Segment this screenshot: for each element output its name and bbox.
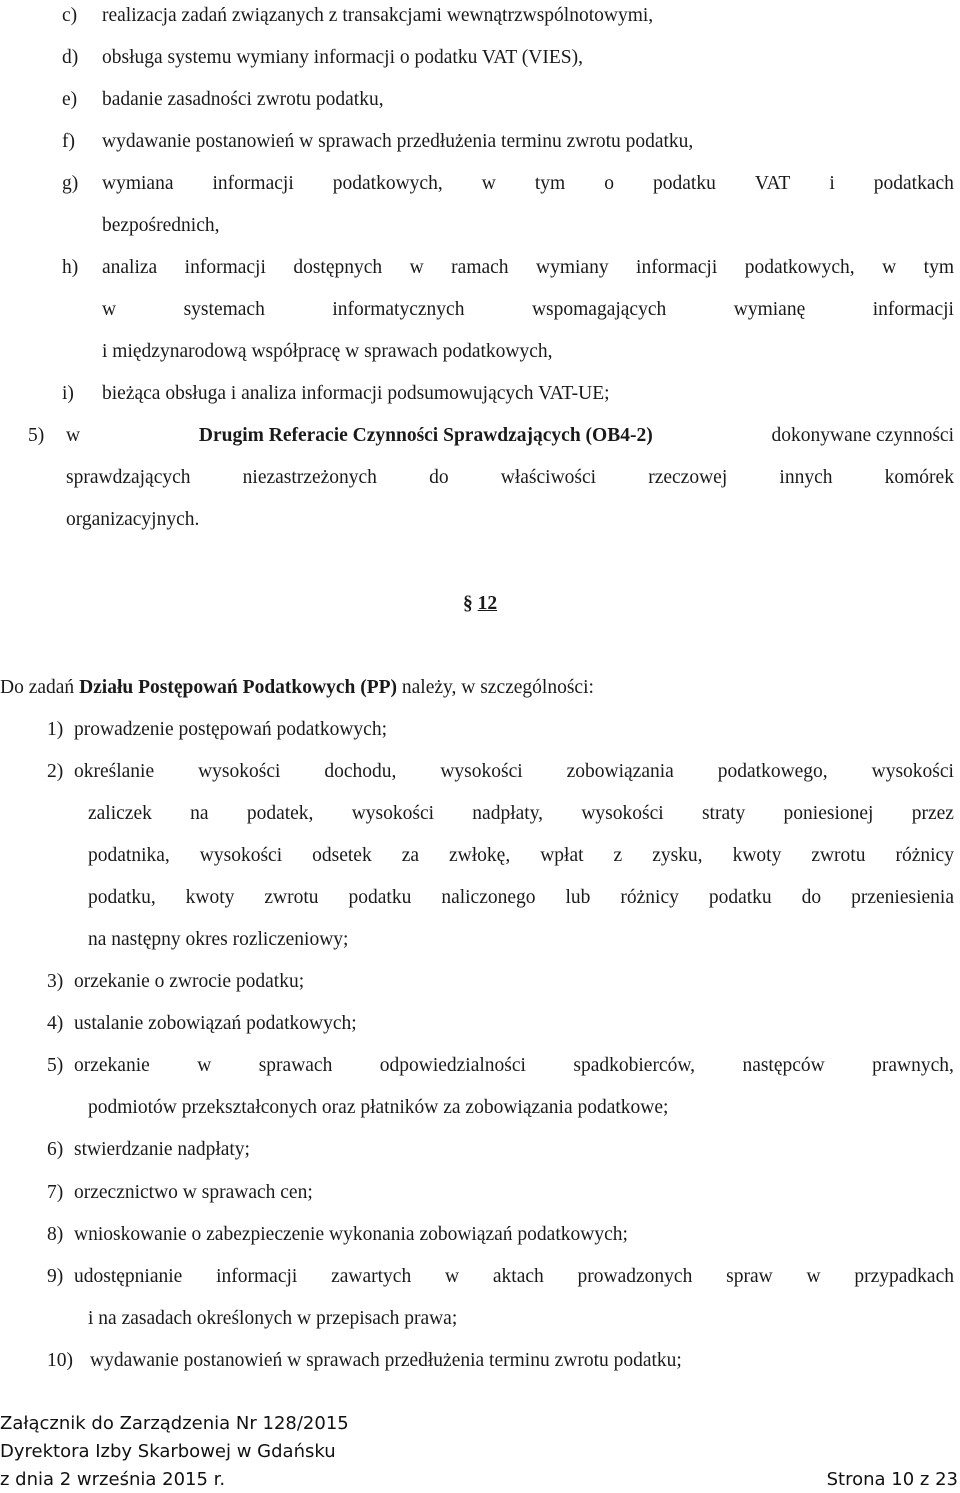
- footer-director: Dyrektora Izby Skarbowej w Gdańsku: [0, 1441, 336, 1462]
- word: i: [829, 173, 835, 194]
- word: informacji: [636, 257, 718, 278]
- word: w: [409, 257, 424, 278]
- word: rzeczowej: [648, 467, 728, 488]
- word: właściwości: [500, 467, 597, 488]
- word: udostępnianie: [74, 1266, 183, 1287]
- task-justified-line: [88, 844, 954, 868]
- word: informacji: [216, 1266, 298, 1287]
- word: podatku: [708, 887, 772, 908]
- word: ramach: [451, 257, 509, 278]
- section-intro: [0, 676, 594, 700]
- word: podatku: [653, 173, 716, 194]
- word: zwłokę,: [449, 845, 511, 866]
- word: do: [801, 887, 822, 908]
- word: przeniesienia: [851, 887, 954, 908]
- word: tym: [923, 257, 954, 278]
- word: zobowiązania: [566, 761, 674, 782]
- page-number: Strona 10 z 23: [826, 1469, 958, 1490]
- word: podatnika,: [88, 845, 170, 866]
- list-item: realizacja zadań związanych z transakcjami wewnątrzwspólnotowymi,: [102, 5, 654, 26]
- word: przypadkach: [854, 1266, 954, 1287]
- list-item-label: g): [62, 173, 79, 194]
- word: zawartych: [331, 1266, 412, 1287]
- item-5-unit-name: Drugim Referacie Czynności Sprawdzających (OB4-2): [198, 425, 653, 446]
- task-label: 8): [47, 1224, 64, 1245]
- task-label: 1): [47, 719, 64, 740]
- item-5-line-1: [66, 424, 954, 448]
- task-label: 7): [47, 1182, 64, 1203]
- word: w: [806, 1266, 821, 1287]
- word: podatkowego,: [717, 761, 828, 782]
- word: dochodu,: [324, 761, 397, 782]
- item-5-line-2: [66, 466, 954, 490]
- task-item: wnioskowanie o zabezpieczenie wykonania zobowiązań podatkowych;: [74, 1224, 628, 1245]
- word: podatku: [348, 887, 412, 908]
- task-justified-line: [74, 1265, 954, 1289]
- task-continuation: podmiotów przekształconych oraz płatników za zobowiązania podatkowe;: [88, 1097, 669, 1118]
- task-label: 5): [47, 1055, 64, 1076]
- word: przez: [911, 803, 954, 824]
- task-item: wydawanie postanowień w sprawach przedłużenia terminu zwrotu podatku;: [90, 1350, 682, 1371]
- item-5-label: 5): [28, 425, 45, 446]
- word: wysokości: [440, 761, 523, 782]
- word: prawnych,: [872, 1055, 954, 1076]
- word: informacji: [872, 299, 954, 320]
- item-5-rest: dokonywane czynności: [771, 425, 954, 446]
- word: podatku,: [88, 887, 156, 908]
- word: w: [102, 299, 117, 320]
- list-item: wydawanie postanowień w sprawach przedłużenia terminu zwrotu podatku,: [102, 131, 694, 152]
- word: dostępnych: [293, 257, 383, 278]
- word: informacji: [212, 173, 294, 194]
- word: wymiana: [102, 173, 174, 194]
- item-5-line-3: organizacyjnych.: [66, 509, 200, 530]
- task-label: 3): [47, 971, 64, 992]
- task-justified-line: [88, 802, 954, 826]
- word: zwrotu: [811, 845, 866, 866]
- word: odpowiedzialności: [379, 1055, 526, 1076]
- word: w: [445, 1266, 460, 1287]
- word: wysokości: [198, 761, 281, 782]
- intro-pre: Do zadań: [0, 677, 75, 698]
- word: informatycznych: [332, 299, 465, 320]
- word: za: [401, 845, 420, 866]
- task-label: 6): [47, 1139, 64, 1160]
- word: wysokości: [199, 845, 283, 866]
- word: zaliczek: [88, 803, 152, 824]
- word: kwoty: [185, 887, 235, 908]
- word: naliczonego: [441, 887, 536, 908]
- list-item-justified-line: [102, 172, 954, 196]
- task-label: 9): [47, 1266, 64, 1287]
- word: VAT: [754, 173, 791, 194]
- list-item: bieżąca obsługa i analiza informacji podsumowujących VAT-UE;: [102, 383, 610, 404]
- list-item-justified-line: [102, 298, 954, 322]
- word: podatkach: [873, 173, 954, 194]
- item-5-prefix: w: [66, 425, 81, 446]
- word: systemach: [183, 299, 265, 320]
- task-item: orzecznictwo w sprawach cen;: [74, 1182, 313, 1203]
- word: informacji: [184, 257, 266, 278]
- word: podatkowych,: [744, 257, 855, 278]
- list-item-label: f): [62, 131, 75, 152]
- word: sprawdzających: [66, 467, 191, 488]
- list-item-continuation: i międzynarodową współpracę w sprawach podatkowych,: [102, 341, 553, 362]
- task-continuation: i na zasadach określonych w przepisach prawa;: [88, 1308, 458, 1329]
- list-item-label: h): [62, 257, 79, 278]
- task-justified-line: [74, 1054, 954, 1078]
- list-item: obsługa systemu wymiany informacji o podatku VAT (VIES),: [102, 47, 583, 68]
- list-item-label: i): [62, 383, 74, 404]
- list-item: badanie zasadności zwrotu podatku,: [102, 89, 384, 110]
- word: następców: [742, 1055, 825, 1076]
- word: prowadzonych: [577, 1266, 693, 1287]
- word: sprawach: [258, 1055, 333, 1076]
- word: w: [882, 257, 897, 278]
- word: nadpłaty,: [472, 803, 544, 824]
- word: podatek,: [246, 803, 314, 824]
- word: wysokości: [871, 761, 954, 782]
- word: innych: [779, 467, 833, 488]
- word: wysokości: [351, 803, 435, 824]
- word: spadkobierców,: [573, 1055, 696, 1076]
- task-item: orzekanie o zwrocie podatku;: [74, 971, 305, 992]
- word: różnicy: [620, 887, 679, 908]
- word: zysku,: [652, 845, 703, 866]
- list-item-label: c): [62, 5, 78, 26]
- word: określanie: [74, 761, 155, 782]
- word: odsetek: [312, 845, 372, 866]
- word: analiza: [102, 257, 158, 278]
- word: z: [613, 845, 623, 866]
- word: niezastrzeżonych: [242, 467, 377, 488]
- task-justified-line: [88, 886, 954, 910]
- word: lub: [565, 887, 591, 908]
- footer-attachment: Załącznik do Zarządzenia Nr 128/2015: [0, 1413, 349, 1434]
- intro-post: należy, w szczególności:: [401, 677, 594, 698]
- word: wymianę: [733, 299, 806, 320]
- word: na: [190, 803, 209, 824]
- section-symbol: §: [462, 593, 473, 614]
- footer-date: z dnia 2 września 2015 r.: [0, 1469, 226, 1490]
- word: wspomagających: [531, 299, 667, 320]
- section-number: 12: [477, 593, 498, 614]
- word: wpłat: [540, 845, 584, 866]
- word: aktach: [492, 1266, 544, 1287]
- word: w: [197, 1055, 212, 1076]
- list-item-continuation: bezpośrednich,: [102, 215, 220, 236]
- task-label: 2): [47, 761, 64, 782]
- word: tym: [534, 173, 566, 194]
- department-name: Działu Postępowań Podatkowych (PP): [79, 677, 398, 698]
- word: różnicy: [895, 845, 954, 866]
- task-label: 10): [47, 1350, 73, 1371]
- task-item: prowadzenie postępowań podatkowych;: [74, 719, 387, 740]
- task-label: 4): [47, 1013, 64, 1034]
- task-item: ustalanie zobowiązań podatkowych;: [74, 1013, 357, 1034]
- list-item-justified-line: [102, 256, 954, 280]
- word: kwoty: [732, 845, 782, 866]
- section-heading: [0, 592, 960, 616]
- list-item-label: e): [62, 89, 78, 110]
- word: orzekanie: [74, 1055, 150, 1076]
- word: podatkowych,: [332, 173, 443, 194]
- word: zwrotu: [264, 887, 319, 908]
- word: wymiany: [536, 257, 609, 278]
- word: komórek: [884, 467, 954, 488]
- word: w: [481, 173, 496, 194]
- task-continuation: na następny okres rozliczeniowy;: [88, 929, 349, 950]
- word: o: [604, 173, 614, 194]
- word: spraw: [726, 1266, 773, 1287]
- word: do: [429, 467, 449, 488]
- word: poniesionej: [783, 803, 874, 824]
- word: straty: [701, 803, 746, 824]
- list-item-label: d): [62, 47, 79, 68]
- word: wysokości: [581, 803, 664, 824]
- task-item: stwierdzanie nadpłaty;: [74, 1139, 250, 1160]
- task-justified-line: [74, 760, 954, 784]
